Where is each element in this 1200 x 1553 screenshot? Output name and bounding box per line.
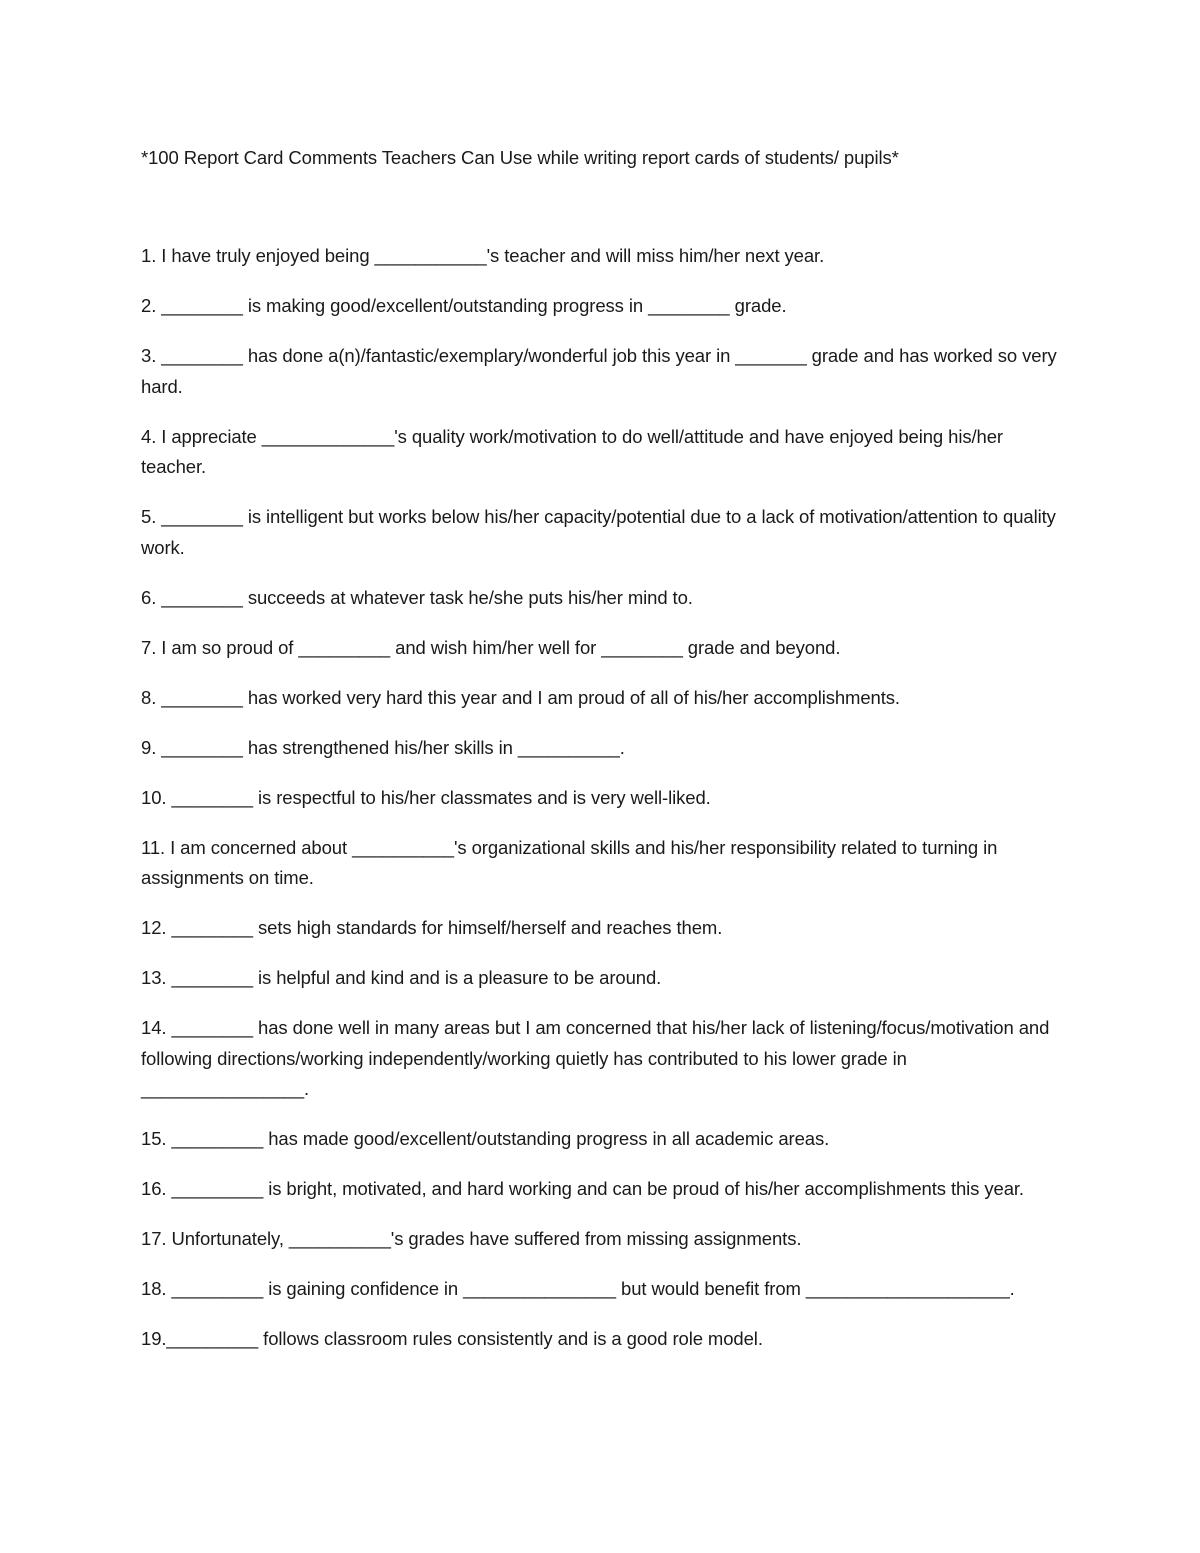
comment-item-3: 3. ________ has done a(n)/fantastic/exemplary/wonderful job this year in _______ grade and has worked so very hard. <box>141 345 1057 397</box>
comment-item-15: 15. _________ has made good/excellent/outstanding progress in all academic areas. <box>141 1128 830 1149</box>
comment-item-19: 19._________ follows classroom rules consistently and is a good role model. <box>141 1328 763 1349</box>
comment-item-9: 9. ________ has strengthened his/her skills in __________. <box>141 736 625 758</box>
document-title: *100 Report Card Comments Teachers Can Use while writing report cards of students/ pupils* <box>141 147 899 168</box>
comment-item-4: 4. I appreciate _____________'s quality work/motivation to do well/attitude and have enjoyed being his/her teacher. <box>141 425 1003 477</box>
comment-item-2: 2. ________ is making good/excellent/outstanding progress in ________ grade. <box>141 295 787 316</box>
comment-item-8: 8. ________ has worked very hard this year and I am proud of all of his/her accomplishments. <box>141 686 900 708</box>
comment-item-11: 11. I am concerned about __________'s organizational skills and his/her responsibility related to turning in assignments on time. <box>141 836 998 888</box>
comment-item-10: 10. ________ is respectful to his/her classmates and is very well-liked. <box>141 786 711 808</box>
comment-item-16: 16. _________ is bright, motivated, and hard working and can be proud of his/her accomplishments this year. <box>141 1178 1024 1199</box>
comment-item-1: 1. I have truly enjoyed being ___________'s teacher and will miss him/her next year. <box>141 245 825 266</box>
comment-list <box>141 241 1071 1374</box>
comment-item-14: 14. ________ has done well in many areas but I am concerned that his/her lack of listening/focus/motivation and following directions/working independently/working quietly has contributed to his lower grade in ________________. <box>141 1017 1050 1099</box>
comment-item-18: 18. _________ is gaining confidence in _______________ but would benefit from ____________________. <box>141 1278 1015 1299</box>
comment-item-17: 17. Unfortunately, __________'s grades have suffered from missing assignments. <box>141 1228 802 1249</box>
comment-item-13: 13. ________ is helpful and kind and is a pleasure to be around. <box>141 967 662 988</box>
comment-item-7: 7. I am so proud of _________ and wish him/her well for ________ grade and beyond. <box>141 636 841 658</box>
comment-item-5: 5. ________ is intelligent but works below his/her capacity/potential due to a lack of motivation/attention to quality work. <box>141 506 1056 558</box>
comment-item-12: 12. ________ sets high standards for himself/herself and reaches them. <box>141 917 723 938</box>
comment-item-6: 6. ________ succeeds at whatever task he/she puts his/her mind to. <box>141 586 693 608</box>
